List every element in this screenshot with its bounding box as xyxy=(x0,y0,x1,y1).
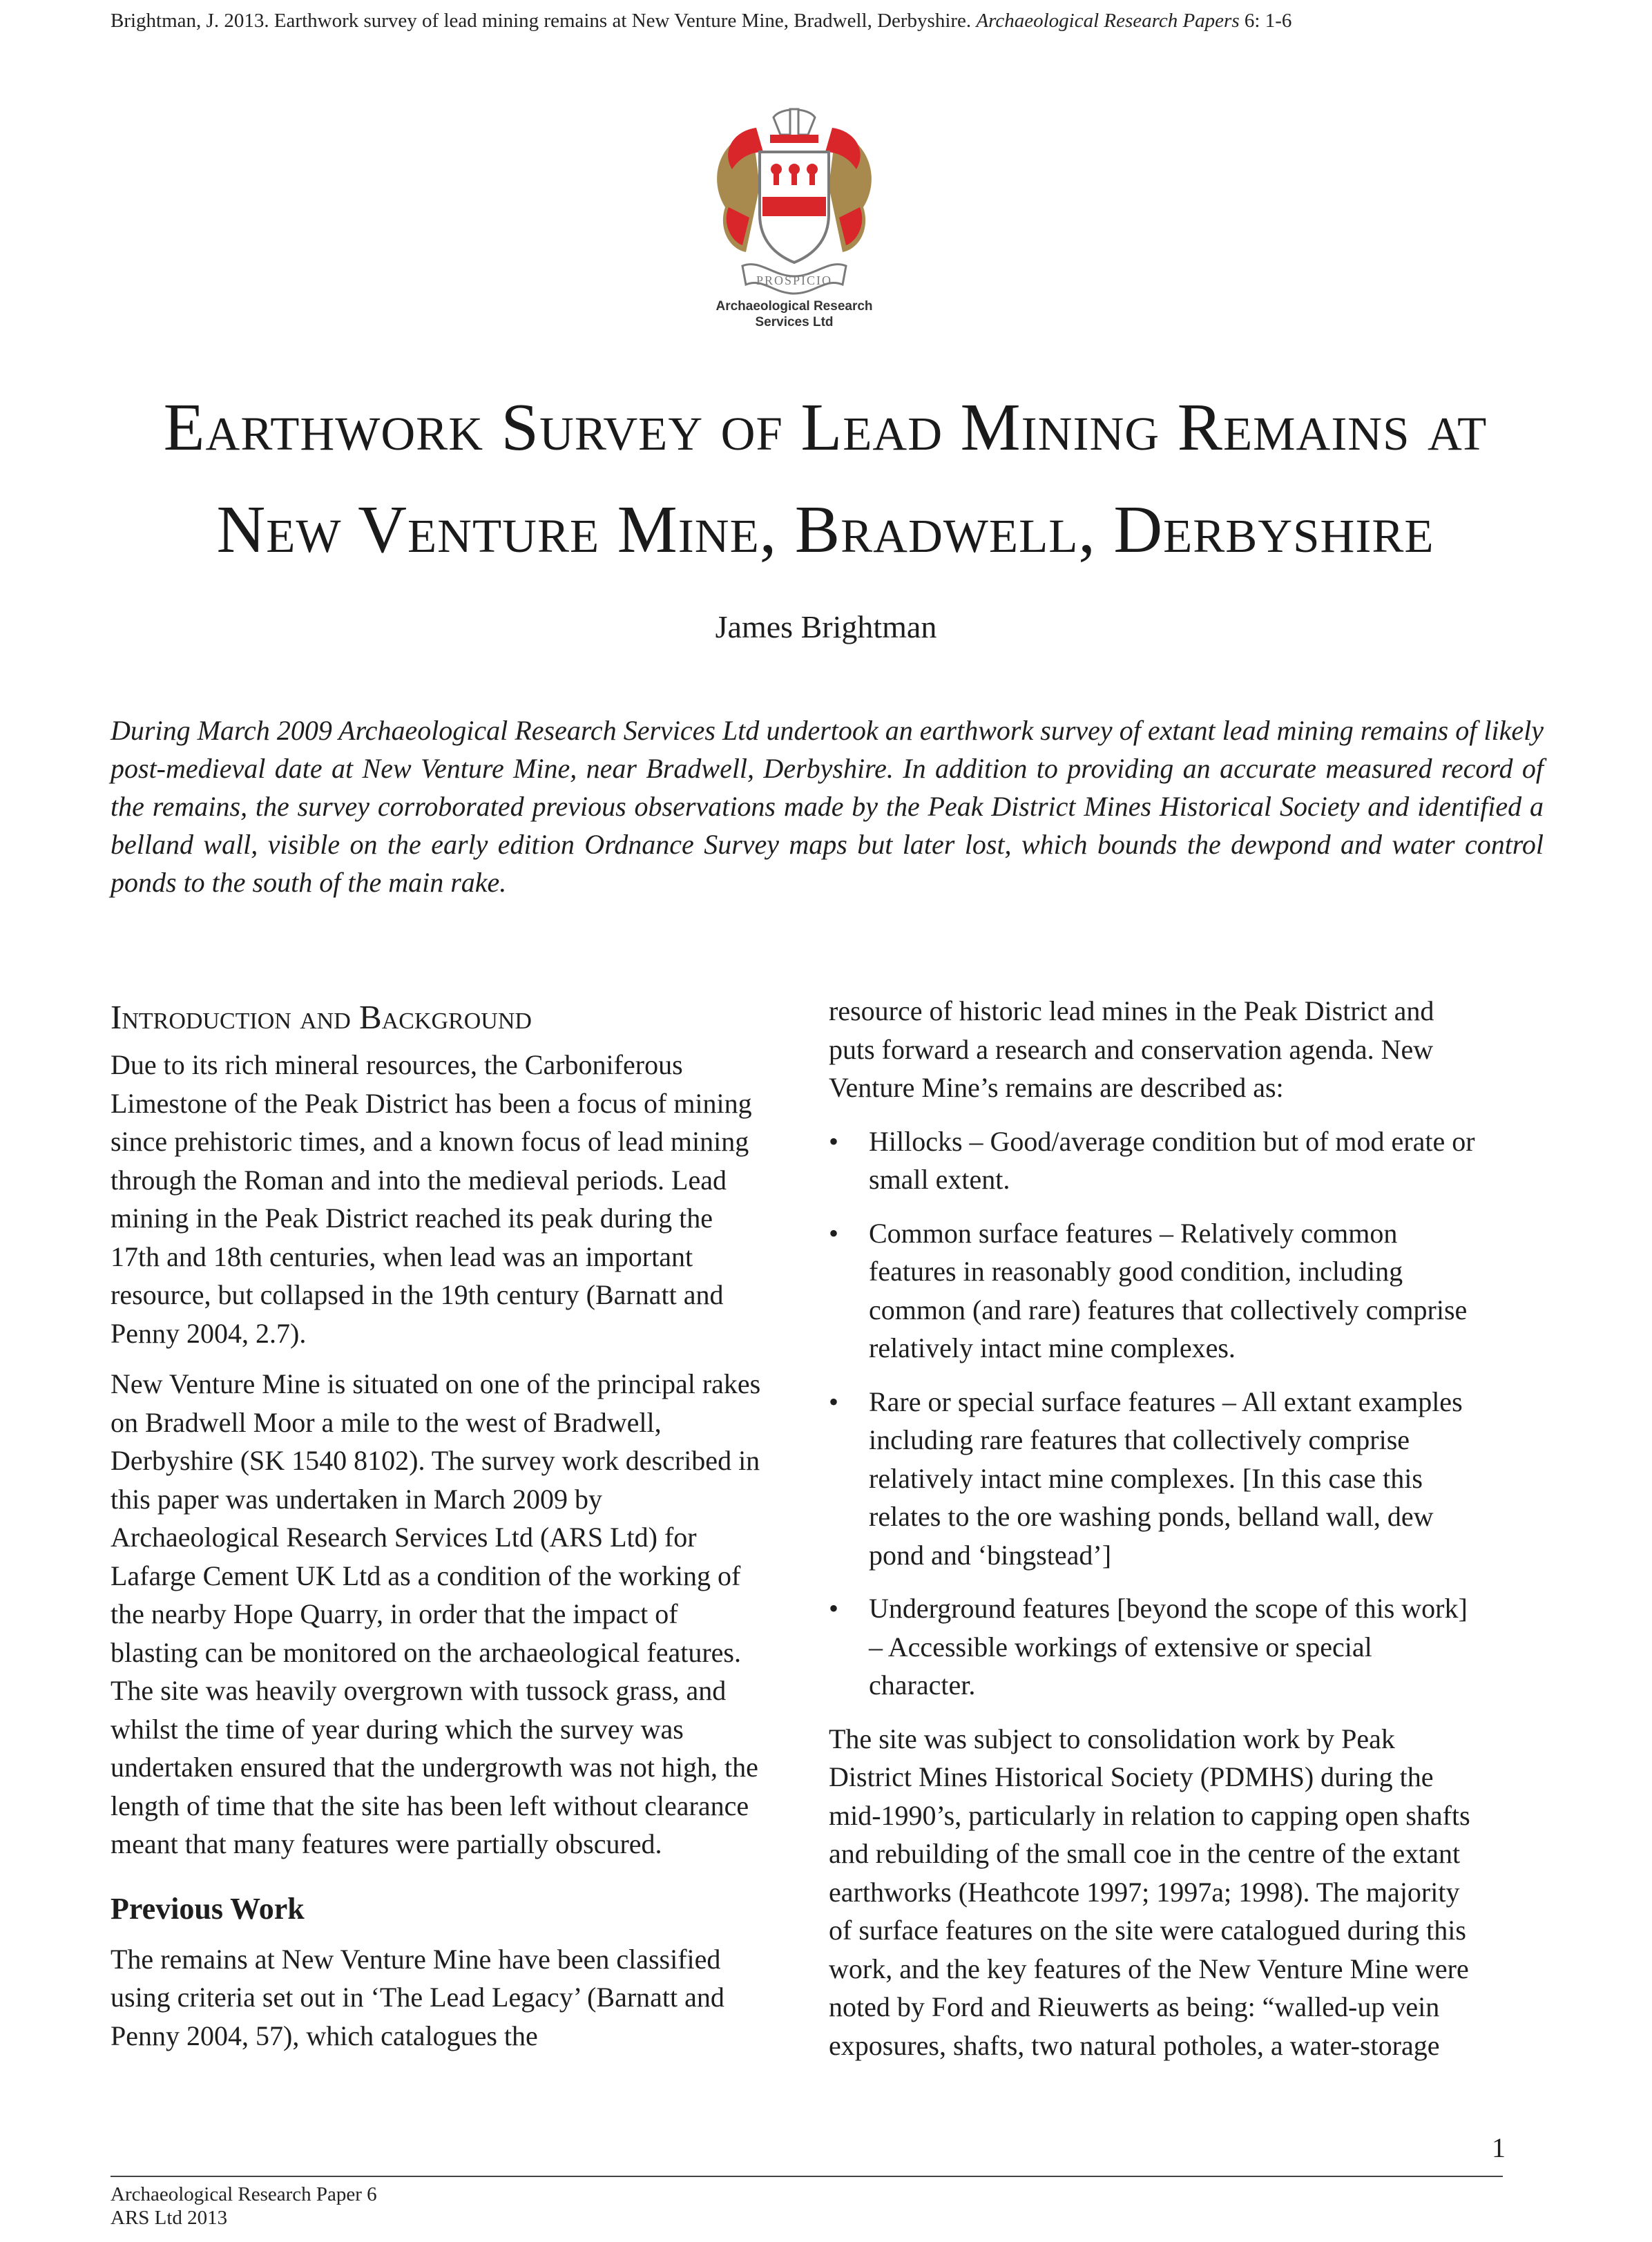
logo-caption-line1: Archaeological Research xyxy=(715,299,873,314)
logo-caption xyxy=(677,298,912,330)
logo-caption-line2: Services Ltd xyxy=(755,315,834,329)
abstract: During March 2009 Archaeological Research Services Ltd undertook an earthwork survey of extant lead mining remains of likely post-medieval date at New Venture Mine, near Bradwell, Derbyshire. In addition to providing an accurate measured record of the remains, the survey corroborated previous observations made by the Peak District Mines Historical Society and identified a belland wall, visible on the early edition Ordnance Survey maps but later lost, which bounds the dewpond and water control ponds to the south of the main rake. xyxy=(111,715,1544,898)
footer-line1: Archaeological Research Paper 6 xyxy=(111,2183,377,2205)
footer xyxy=(111,2183,377,2230)
list-item: • Common surface features – Relatively common features in reasonably good condition, including common (and rare) features that collectively comprise relatively intact mine complexes. xyxy=(829,1214,1481,1368)
author-name: James Brightman xyxy=(715,609,937,644)
right-paragraph-2: The site was subject to consolidation work by Peak District Mines Historical Society (PDMHS) during the mid-1990’s, particularly in relation to capping open shafts and rebuilding of the small coe in the centre of the extant earthworks (Heathcote 1997; 1997a; 1998). The majority of surface features on the site were catalogued during this work, and the key features of the New Venture Mine were noted by Ford and Rieuwerts as being: “walled-up vein exposures, shafts, two natural potholes, a water-storage xyxy=(829,1723,1470,2061)
previous-work-paragraph: The remains at New Venture Mine have been classified using criteria set out in ‘The Lead Legacy’ (Barnatt and Penny 2004, 57), which catalogues the xyxy=(111,1943,724,2051)
section-heading: Introduction and Background xyxy=(111,998,532,1036)
title-line1: Earthwork Survey of Lead Mining Remains at xyxy=(163,390,1488,465)
header-citation xyxy=(111,8,1554,33)
right-paragraph-1: resource of historic lead mines in the Peak District and puts forward a research and conservation agenda. New Venture Mine’s remains are described as: xyxy=(829,995,1434,1103)
crest-icon xyxy=(704,104,884,300)
classification-list xyxy=(829,1122,1481,1705)
footer-line2: ARS Ltd 2013 xyxy=(111,2207,228,2229)
intro-paragraph-2: New Venture Mine is situated on one of the principal rakes on Bradwell Moor a mile to the west of Bradwell, Derbyshire (SK 1540 8102). The survey work described in this paper was undertaken in March 2009 by Archaeological Research Services Ltd (ARS Ltd) for Lafarge Cement UK Ltd as a condition of the working of the nearby Hope Quarry, in order that the impact of blasting can be monitored on the archaeological features. The site was heavily overgrown with tussock grass, and whilst the time of year during which the survey was undertaken ensured that the undergrowth was not high, the length of time that the site has been left without clearance meant that many features were partially obscured. xyxy=(111,1368,761,1859)
left-column xyxy=(111,993,764,2055)
title-line2: New Venture Mine, Bradwell, Derbyshire xyxy=(216,492,1434,567)
page-number: 1 xyxy=(1492,2132,1506,2163)
list-item: • Hillocks – Good/average condition but of mod erate or small extent. xyxy=(829,1122,1481,1199)
footer-divider xyxy=(111,2176,1503,2177)
list-item: • Underground features [beyond the scope of this work] – Accessible workings of extensive or special character. xyxy=(829,1589,1481,1705)
paper-title xyxy=(83,376,1568,581)
journal-name: Archaeological Research Papers xyxy=(976,10,1240,32)
citation-text: Brightman, J. 2013. Earthwork survey of lead mining remains at New Venture Mine, Bradwell, Derbyshire. xyxy=(111,10,972,32)
logo-motto: PROSPICIO xyxy=(756,274,833,287)
list-item: • Rare or special surface features – All extant examples including rare features that collectively comprise relatively intact mine complexes. [In this case this relates to the ore washing ponds, belland wall, dew pond and ‘bingstead’] xyxy=(829,1383,1481,1575)
intro-paragraph-1: Due to its rich mineral resources, the Carboniferous Limestone of the Peak District has been a focus of mining since prehistoric times, and a known focus of lead mining through the Roman and into the medieval periods. Lead mining in the Peak District reached its peak during the 17th and 18th centuries, when lead was an important resource, but collapsed in the 19th century (Barnatt and Penny 2004, 2.7). xyxy=(111,1049,752,1349)
right-column xyxy=(829,992,1481,2064)
subheading-previous-work: Previous Work xyxy=(111,1891,305,1926)
journal-issue: 6: 1-6 xyxy=(1244,10,1292,32)
